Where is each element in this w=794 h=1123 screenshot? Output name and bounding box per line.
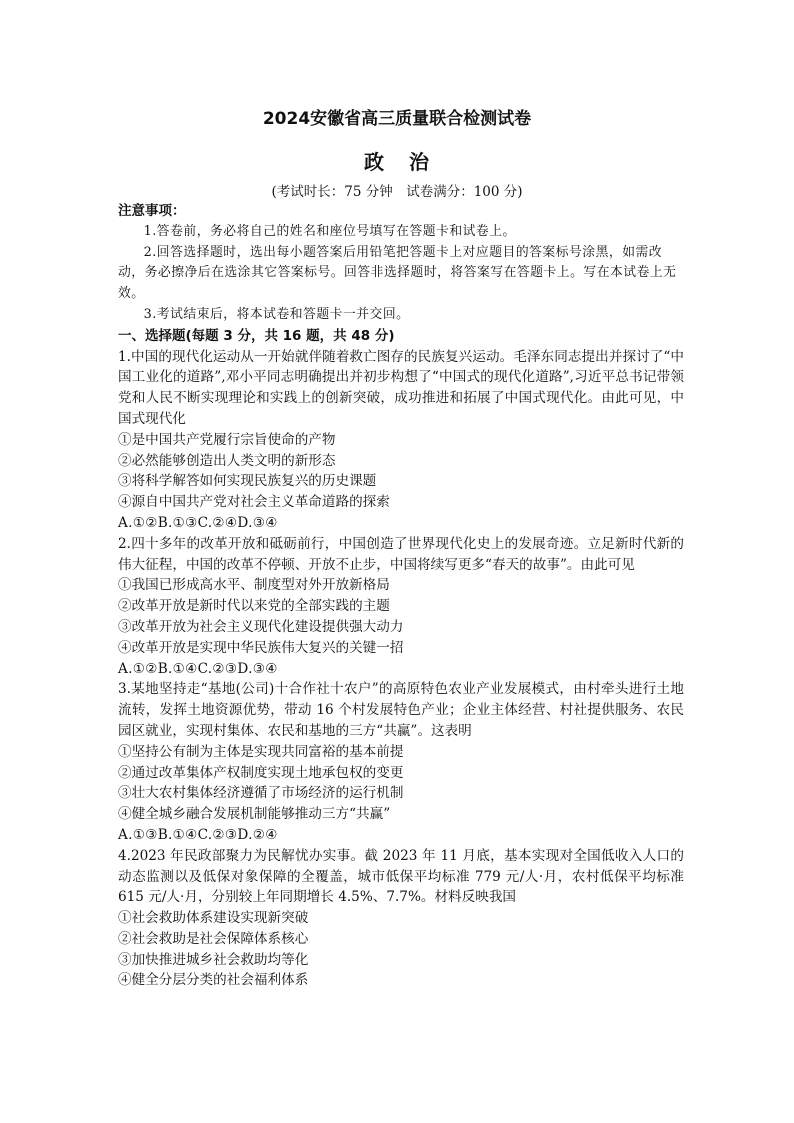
question-option: ①我国已形成高水平、制度型对外开放新格局 (118, 577, 390, 594)
exam-title: 2024安徽省高三质量联合检测试卷 (262, 109, 532, 129)
question-option: ①社会救助体系建设实现新突破 (118, 910, 309, 927)
question-option: ②改革开放是新时代以来党的全部实践的主题 (118, 598, 390, 615)
question-option: ③改革开放为社会主义现代化建设提供强大动力 (118, 618, 404, 635)
question-option: ④改革开放是实现中华民族伟大复兴的关键一招 (118, 639, 404, 656)
exam-meta: (考试时长：75 分钟 试卷满分：100 分) (271, 184, 523, 200)
question-stem: 2.四十多年的改革开放和砥砺前行，中国创造了世界现代化史上的发展奇迹。立足新时代新的伟大征程，中国的改革不停顿、开放不止步，中国将续写更多“春天的故事”。由此可见 (118, 535, 684, 573)
question-option: ①是中国共产党履行宗旨使命的产物 (118, 431, 336, 448)
note-item: 1.答卷前，务必将自己的姓名和座位号填写在答题卡和试卷上。 (143, 223, 516, 239)
subject-char-1: 政 (364, 150, 385, 174)
note-item: 3.考试结束后，将本试卷和答题卡一并交回。 (143, 306, 410, 322)
question-stem: 3.某地坚持走“基地(公司)十合作社十农户”的高原特色农业产业发展模式，由村牵头进行土地流转，发挥土地资源优势，带动 16 个村发展特色产业；企业主体经营、村社提供服务、农民园区就业，实现村集体、农民和基地的三方“共赢”。这表明 (118, 681, 684, 739)
exam-content (118, 201, 684, 991)
question-option: ②通过改革集体产权制度实现土地承包权的变更 (118, 764, 404, 781)
question-option: ①坚持公有制为主体是实现共同富裕的基本前提 (118, 743, 404, 760)
question-stem: 1.中国的现代化运动从一开始就伴随着救亡图存的民族复兴运动。毛泽东同志提出并探讨了“中国工业化的道路”,邓小平同志明确提出并初步构想了“中国式的现代化道路”,习近平总书记带领党和人民不断实现理论和实践上的创新突破，成功推进和拓展了中国式现代化。由此可见，中国式现代化 (118, 348, 684, 427)
question-option: ④健全城乡融合发展机制能够推动三方“共赢” (118, 806, 391, 823)
notes-heading: 注意事项： (118, 203, 186, 219)
section-heading: 一、选择题(每题 3 分，共 16 题，共 48 分) (118, 327, 395, 344)
question-option: ③将科学解答如何实现民族复兴的历史课题 (118, 473, 377, 490)
question-option: ②社会救助是社会保障体系核心 (118, 930, 309, 947)
answer-choices: A.①②B.①③C.②④D.③④ (118, 514, 278, 531)
question-option: ③加快推进城乡社会救助均等化 (118, 951, 309, 968)
answer-choices: A.①③B.①④C.②③D.②④ (118, 826, 278, 843)
subject-char-2: 治 (409, 150, 430, 174)
note-item: 2.回答选择题时，选出每小题答案后用铅笔把答题卡上对应题目的答案标号涂黑，如需改动，务必擦净后在选涂其它答案标号。回答非选择题时，将答案写在答题卡上。写在本试卷上无效。 (118, 244, 677, 302)
question-option: ③壮大农村集体经济遵循了市场经济的运行机制 (118, 785, 404, 802)
subject-title (0, 146, 794, 175)
answer-choices: A.①②B.①④C.②③D.③④ (118, 660, 278, 677)
question-option: ④源自中国共产党对社会主义革命道路的探索 (118, 494, 390, 511)
question-stem: 4.2023 年民政部聚力为民解忧办实事。截 2023 年 11 月底，基本实现对全国低收入人口的动态监测以及低保对象保障的全覆盖，城市低保平均标准 779 元/人·月，农村低保平均标准 615 元/人·月，分别较上年同期增长 4.5%、7.7%。材料反映我国 (118, 847, 684, 906)
question-option: ④健全分层分类的社会福利体系 (118, 972, 309, 989)
question-option: ②必然能够创造出人类文明的新形态 (118, 452, 336, 469)
